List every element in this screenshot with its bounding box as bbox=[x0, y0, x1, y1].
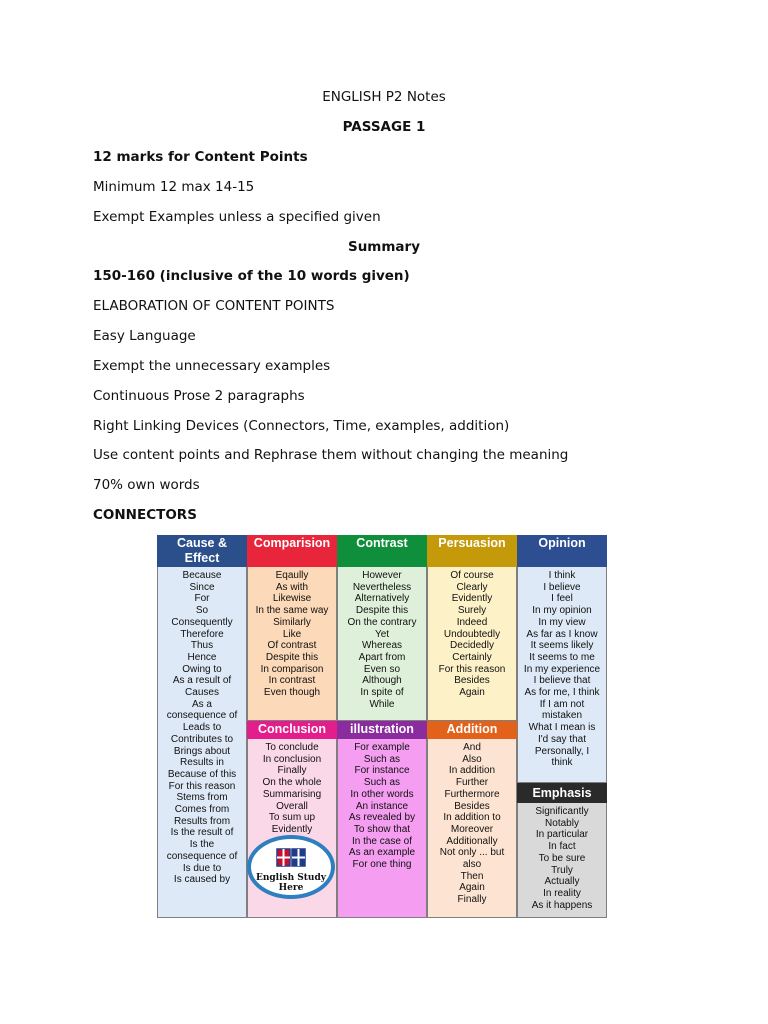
cause-effect-column bbox=[157, 567, 247, 918]
connector-word: Owing to bbox=[182, 663, 222, 675]
comparision-column bbox=[247, 567, 337, 721]
connector-word: Besides bbox=[454, 675, 490, 687]
connector-word: Then bbox=[460, 870, 484, 882]
connector-word: To show that bbox=[353, 823, 411, 835]
connector-word: Surely bbox=[457, 605, 487, 617]
document-title: ENGLISH P2 Notes bbox=[322, 89, 446, 105]
connector-word: Besides bbox=[454, 800, 490, 812]
connector-word: Because bbox=[182, 570, 222, 581]
connector-word: In particular bbox=[535, 829, 589, 841]
connector-word: On the contrary bbox=[347, 616, 417, 628]
connector-word: Eqaully bbox=[275, 570, 309, 581]
connector-word: In my view bbox=[538, 616, 586, 628]
connector-word: Certainly bbox=[452, 651, 492, 663]
connector-word: Again bbox=[459, 882, 485, 894]
connector-word: Finally bbox=[277, 765, 307, 777]
connector-word: In the same way bbox=[255, 605, 329, 617]
connector-word: In comparison bbox=[260, 663, 324, 675]
connector-word: Consequently bbox=[171, 616, 233, 628]
conclusion-column bbox=[247, 739, 337, 918]
connector-word: For this reason bbox=[438, 663, 506, 675]
connector-word: Of contrast bbox=[267, 640, 317, 652]
connector-word: consequence of bbox=[166, 710, 238, 722]
connector-word: Summarising bbox=[262, 788, 322, 800]
connector-word: Causes bbox=[185, 687, 219, 699]
connector-word: As for me, I think bbox=[524, 687, 600, 699]
cause-effect-title: Cause & Effect bbox=[176, 536, 228, 565]
connector-word: I believe that bbox=[533, 675, 591, 687]
connector-word: For example bbox=[354, 742, 410, 753]
book-icon bbox=[276, 847, 306, 869]
linking-devices-line: Right Linking Devices (Connectors, Time, examples, addition) bbox=[93, 418, 510, 434]
connector-word: Significantly bbox=[535, 806, 589, 817]
connector-word: Likewise bbox=[272, 593, 312, 605]
connector-word: Further bbox=[455, 777, 489, 789]
connector-word: Is the result of bbox=[170, 827, 234, 839]
connector-word: I feel bbox=[551, 593, 573, 605]
connector-word: Furthermore bbox=[444, 788, 500, 800]
passage-heading: PASSAGE 1 bbox=[342, 119, 426, 135]
connector-word: However bbox=[362, 570, 402, 581]
connector-word: Since bbox=[189, 581, 215, 593]
connector-word: Clearly bbox=[456, 581, 488, 593]
logo-text: English Study Here bbox=[255, 873, 326, 893]
connector-word: Truly bbox=[551, 864, 573, 876]
connector-word: Even though bbox=[263, 687, 321, 699]
addition-list bbox=[428, 739, 516, 906]
connector-word: Although bbox=[362, 675, 402, 687]
connector-word: As a bbox=[191, 698, 212, 710]
connector-word: I think bbox=[548, 570, 576, 581]
addition-column bbox=[427, 739, 517, 918]
connector-word: In addition to bbox=[443, 812, 501, 824]
connector-word: Despite this bbox=[355, 605, 409, 617]
connector-word: For instance bbox=[354, 765, 410, 777]
connector-word: To conclude bbox=[265, 742, 319, 753]
connector-word: On the whole bbox=[262, 777, 322, 789]
connector-word: Thus bbox=[190, 640, 214, 652]
comparision-list bbox=[248, 567, 336, 699]
connector-word: Finally bbox=[457, 894, 487, 906]
opinion-list bbox=[518, 567, 606, 769]
connector-word: Apart from bbox=[358, 651, 406, 663]
connector-word: I'd say that bbox=[537, 733, 587, 745]
connector-word: Similarly bbox=[273, 616, 311, 628]
illustration-list bbox=[338, 739, 426, 871]
connector-word: Not only ... but bbox=[439, 847, 505, 859]
connector-word: As far as I know bbox=[526, 628, 598, 640]
illustration-column bbox=[337, 739, 427, 918]
connector-word: also bbox=[462, 859, 482, 871]
connector-word: Undoubtedly bbox=[443, 628, 501, 640]
conclusion-list bbox=[248, 739, 336, 836]
connector-word: In contrast bbox=[268, 675, 316, 687]
connector-word: Of course bbox=[450, 570, 494, 581]
connector-word: think bbox=[551, 757, 573, 769]
exempt-examples-line: Exempt Examples unless a specified given bbox=[93, 209, 381, 225]
connector-word: Like bbox=[282, 628, 302, 640]
content-points-line: 12 marks for Content Points bbox=[93, 149, 308, 165]
connector-word: Brings about bbox=[173, 745, 231, 757]
connector-word: In other words bbox=[350, 788, 414, 800]
connector-word: Even so bbox=[363, 663, 401, 675]
connector-word: Evidently bbox=[271, 823, 313, 835]
connector-word: Notably bbox=[545, 817, 579, 829]
persuasion-list bbox=[428, 567, 516, 699]
connector-word: Personally, I bbox=[534, 745, 590, 757]
connector-word: As revealed by bbox=[348, 812, 416, 824]
connector-word: Overall bbox=[276, 800, 308, 812]
connector-word: Leads to bbox=[182, 722, 222, 734]
cause-effect-list bbox=[158, 567, 246, 886]
connector-word: In the case of bbox=[351, 835, 413, 847]
connector-word: What I mean is bbox=[528, 722, 596, 734]
continuous-prose-line: Continuous Prose 2 paragraphs bbox=[93, 388, 305, 404]
contrast-title: Contrast bbox=[356, 536, 408, 550]
connector-word: It seems likely bbox=[530, 640, 594, 652]
connector-word: mistaken bbox=[541, 710, 582, 722]
connector-word: If I am not bbox=[539, 698, 585, 710]
opinion-title: Opinion bbox=[538, 536, 586, 550]
connector-word: Contributes to bbox=[170, 733, 234, 745]
connector-word: Is caused by bbox=[173, 874, 231, 886]
connector-word: As with bbox=[275, 581, 309, 593]
connector-word: For bbox=[194, 593, 210, 605]
connector-word: Results from bbox=[173, 815, 231, 827]
connectors-heading: CONNECTORS bbox=[93, 507, 197, 523]
connector-word: consequence of bbox=[166, 850, 238, 862]
connector-word: While bbox=[369, 698, 395, 710]
connector-word: In addition bbox=[448, 765, 496, 777]
contrast-column bbox=[337, 567, 427, 721]
emphasis-column bbox=[517, 803, 607, 918]
connector-word: Because of this bbox=[167, 768, 237, 780]
connector-word: In spite of bbox=[360, 687, 404, 699]
connector-word: And bbox=[463, 742, 481, 753]
connector-word: Whereas bbox=[361, 640, 402, 652]
connector-word: Moreover bbox=[450, 823, 494, 835]
conclusion-title: Conclusion bbox=[257, 722, 327, 736]
connector-word: Stems from bbox=[176, 792, 228, 804]
connector-word: As an example bbox=[348, 847, 416, 859]
connector-word: To be sure bbox=[538, 852, 586, 864]
connector-word: In conclusion bbox=[262, 753, 322, 765]
connector-word: In my experience bbox=[523, 663, 601, 675]
connector-word: An instance bbox=[355, 800, 409, 812]
comparision-title: Comparision bbox=[253, 536, 331, 550]
illustration-header bbox=[337, 721, 427, 739]
persuasion-column bbox=[427, 567, 517, 721]
connector-word: Alternatively bbox=[354, 593, 410, 605]
rephrase-line: Use content points and Rephrase them without changing the meaning bbox=[93, 447, 569, 463]
connector-word: Indeed bbox=[456, 616, 488, 628]
connector-word: Decidedly bbox=[450, 640, 494, 652]
illustration-title: illustration bbox=[350, 722, 414, 736]
opinion-header bbox=[517, 535, 607, 567]
connector-word: Nevertheless bbox=[352, 581, 412, 593]
comparision-header bbox=[247, 535, 337, 567]
addition-title: Addition bbox=[446, 722, 498, 736]
connectors-table bbox=[157, 535, 607, 918]
persuasion-title: Persuasion bbox=[438, 536, 506, 550]
connector-word: Actually bbox=[544, 876, 580, 888]
connector-word: In reality bbox=[543, 887, 581, 899]
connector-word: Yet bbox=[374, 628, 390, 640]
connector-word: Results in bbox=[180, 757, 224, 769]
contrast-header bbox=[337, 535, 427, 567]
connector-word: Therefore bbox=[180, 628, 224, 640]
easy-language-line: Easy Language bbox=[93, 328, 196, 344]
contrast-list bbox=[338, 567, 426, 710]
emphasis-header bbox=[517, 783, 607, 803]
connector-word: For one thing bbox=[352, 859, 412, 871]
minimum-line: Minimum 12 max 14-15 bbox=[93, 179, 255, 195]
persuasion-header bbox=[427, 535, 517, 567]
connector-word: Such as bbox=[363, 777, 401, 789]
emphasis-list bbox=[518, 803, 606, 911]
connector-word: Is due to bbox=[182, 862, 222, 874]
cause-effect-header bbox=[157, 535, 247, 567]
addition-header bbox=[427, 721, 517, 739]
elaboration-line: ELABORATION OF CONTENT POINTS bbox=[93, 298, 335, 314]
connector-word: Evidently bbox=[451, 593, 493, 605]
connector-word: Is the bbox=[189, 839, 215, 851]
own-words-line: 70% own words bbox=[93, 477, 200, 493]
connector-word: It seems to me bbox=[529, 651, 595, 663]
connector-word: In my opinion bbox=[532, 605, 592, 617]
connector-word: In fact bbox=[548, 841, 576, 853]
connector-word: Also bbox=[462, 753, 482, 765]
connector-word: So bbox=[195, 605, 209, 617]
connector-word: Despite this bbox=[265, 651, 319, 663]
connector-word: As it happens bbox=[531, 899, 593, 911]
opinion-column bbox=[517, 567, 607, 783]
emphasis-title: Emphasis bbox=[532, 786, 592, 800]
summary-heading: Summary bbox=[347, 239, 421, 255]
connector-word: I believe bbox=[543, 581, 581, 593]
connector-word: For this reason bbox=[168, 780, 236, 792]
word-count-line: 150-160 (inclusive of the 10 words given) bbox=[93, 268, 410, 284]
connector-word: Such as bbox=[363, 753, 401, 765]
english-study-here-logo bbox=[247, 835, 335, 899]
conclusion-header bbox=[247, 721, 337, 739]
connector-word: Hence bbox=[187, 651, 217, 663]
connector-word: Comes from bbox=[174, 804, 230, 816]
connector-word: Additionally bbox=[446, 835, 498, 847]
connector-word: Again bbox=[459, 687, 485, 699]
exempt-unnecessary-line: Exempt the unnecessary examples bbox=[93, 358, 331, 374]
connector-word: As a result of bbox=[172, 675, 232, 687]
connector-word: To sum up bbox=[268, 812, 316, 824]
